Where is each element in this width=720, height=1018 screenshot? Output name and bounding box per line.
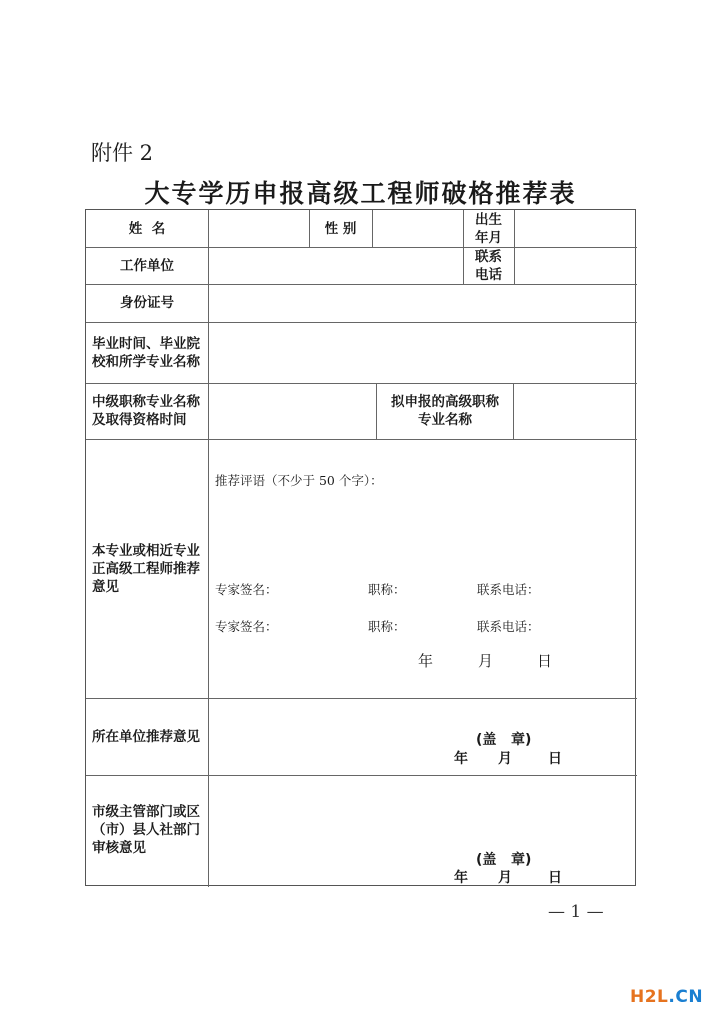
seal-label: (盖 章) bbox=[476, 852, 532, 868]
graduation-label: 毕业时间、毕业院校和所学专业名称 bbox=[92, 335, 200, 370]
mid-title-label: 中级职称专业名称及取得资格时间 bbox=[92, 394, 200, 428]
phone-field[interactable] bbox=[515, 247, 637, 284]
attachment-label: 附件 2 bbox=[91, 141, 154, 165]
id-number-label: 身份证号 bbox=[120, 295, 174, 311]
city-opinion-area[interactable] bbox=[209, 775, 637, 885]
name-label: 姓 名 bbox=[128, 220, 166, 237]
expert-signature-label: 专家签名： bbox=[215, 582, 278, 597]
form-title: 大专学历申报高级工程师破格推荐表 bbox=[144, 179, 577, 208]
expert-date-day: 日 bbox=[537, 652, 553, 670]
graduation-field[interactable] bbox=[209, 322, 637, 383]
seal-date-month: 月 bbox=[498, 870, 512, 886]
watermark-logo: H2L.CN bbox=[630, 987, 704, 1007]
expert-title-label: 职称： bbox=[368, 619, 406, 634]
expert-title-label: 职称： bbox=[368, 582, 406, 597]
seal-date-day: 日 bbox=[548, 751, 562, 767]
expert-date-month: 月 bbox=[478, 652, 494, 670]
mid-title-field[interactable] bbox=[209, 383, 376, 439]
expert-contact-label: 联系电话： bbox=[477, 619, 540, 634]
expert-contact-label: 联系电话： bbox=[477, 582, 540, 597]
employer-opinion-area[interactable] bbox=[209, 698, 637, 775]
city-opinion-label: 市级主管部门或区（市）县人社部门审核意见 bbox=[92, 804, 200, 856]
birth-field[interactable] bbox=[515, 210, 637, 247]
employer-field[interactable] bbox=[209, 247, 463, 284]
employer-opinion-label: 所在单位推荐意见 bbox=[92, 728, 200, 745]
seal-date-year: 年 bbox=[454, 751, 468, 767]
employer-label: 工作单位 bbox=[120, 257, 174, 274]
intended-title-field[interactable] bbox=[514, 383, 637, 439]
expert-opinion-label: 本专业或相近专业正高级工程师推荐意见 bbox=[92, 542, 200, 595]
recommendation-form-table bbox=[85, 209, 636, 886]
gender-label: 性 别 bbox=[324, 220, 357, 237]
seal-date-month: 月 bbox=[498, 751, 512, 767]
phone-label: 联系 电话 bbox=[475, 248, 502, 283]
gender-field[interactable] bbox=[373, 210, 463, 247]
seal-date-day: 日 bbox=[548, 870, 562, 886]
id-number-field[interactable] bbox=[209, 284, 637, 322]
expert-date-year: 年 bbox=[418, 652, 434, 670]
comment-prompt: 推荐评语（不少于 50 个字）： bbox=[215, 473, 383, 488]
seal-date-year: 年 bbox=[454, 870, 468, 886]
name-field[interactable] bbox=[209, 210, 309, 247]
expert-signature-label: 专家签名： bbox=[215, 619, 278, 634]
birth-label: 出生 年月 bbox=[475, 211, 502, 246]
seal-label: (盖 章) bbox=[476, 732, 532, 748]
intended-title-label: 拟申报的高级职称专业名称 bbox=[391, 394, 499, 428]
page-number: — 1 — bbox=[548, 902, 604, 922]
